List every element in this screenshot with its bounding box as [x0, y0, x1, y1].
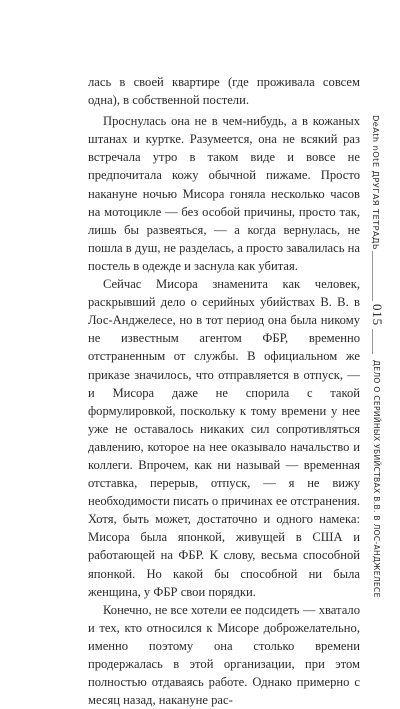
paragraph-1: лась в своей квартире (где проживала совсем одна), в собственной постели.: [88, 75, 360, 108]
paragraph-2: Проснулась она не в чем-нибудь, а в кожаных штанах и куртке. Разумеется, она не всякий раз встречала утро в таком виде и вовсе не предпочитала кожу обычной пижаме. Просто накануне ночью Мисора гоняла несколько часов на мотоцикле — без особой причины, просто так, лишь бы развеяться, — а когда вернулась, не пошла в душ, не разделась, а просто завалилась на постель в одежде и заснула как убитая.: [88, 114, 360, 273]
body-text: [88, 73, 360, 709]
header-divider-top: [372, 251, 373, 301]
series-title: DeAth nOtE ДРУГАЯ ТЕТРАДЬ: [371, 115, 381, 251]
chapter-title: ДЕЛО О СЕРИЙНЫХ УБИЙСТВАХ В.В. В ЛОС-АНДЖЕЛЕСЕ: [372, 360, 381, 598]
paragraph-4: Конечно, не все хотели ее подсидеть — хватало и тех, кто относился к Мисоре доброжелательно, именно поэтому она столько времени продержалась в этой организации, при этом полностью отдаваясь работе. Однако примерно с месяц назад, накануне рас-: [88, 602, 360, 708]
page-number: 015: [370, 304, 385, 326]
paragraph-3: Сейчас Мисора знаменита как человек, раскрывший дело о серийных убийствах В. В. в Лос-Анджелесе, но в тот период она была никому не известным агентом ФБР, временно отстраненным от службы. В официальном же приказе значилось, что отправляется в отпуск, — и Мисора даже не спорила с такой формулировкой, поскольку к тому времени у нее уже не оставалось никаких сил сопротивляться давлению, которое на нее оказывало начальство и коллеги. Впрочем, как ни называй — временная отставка, перерыв, отпуск, — я не вижу необходимости писать о причинах ее отстранения. Хотя, быть может, достаточно и одного намека: Мисора была японкой, живущей в США и работающей на ФБР. К слову, весьма способной японкой. Но какой бы способной ни была женщина, у ФБР свои порядки.: [88, 277, 360, 599]
header-divider-bottom: [372, 329, 373, 354]
